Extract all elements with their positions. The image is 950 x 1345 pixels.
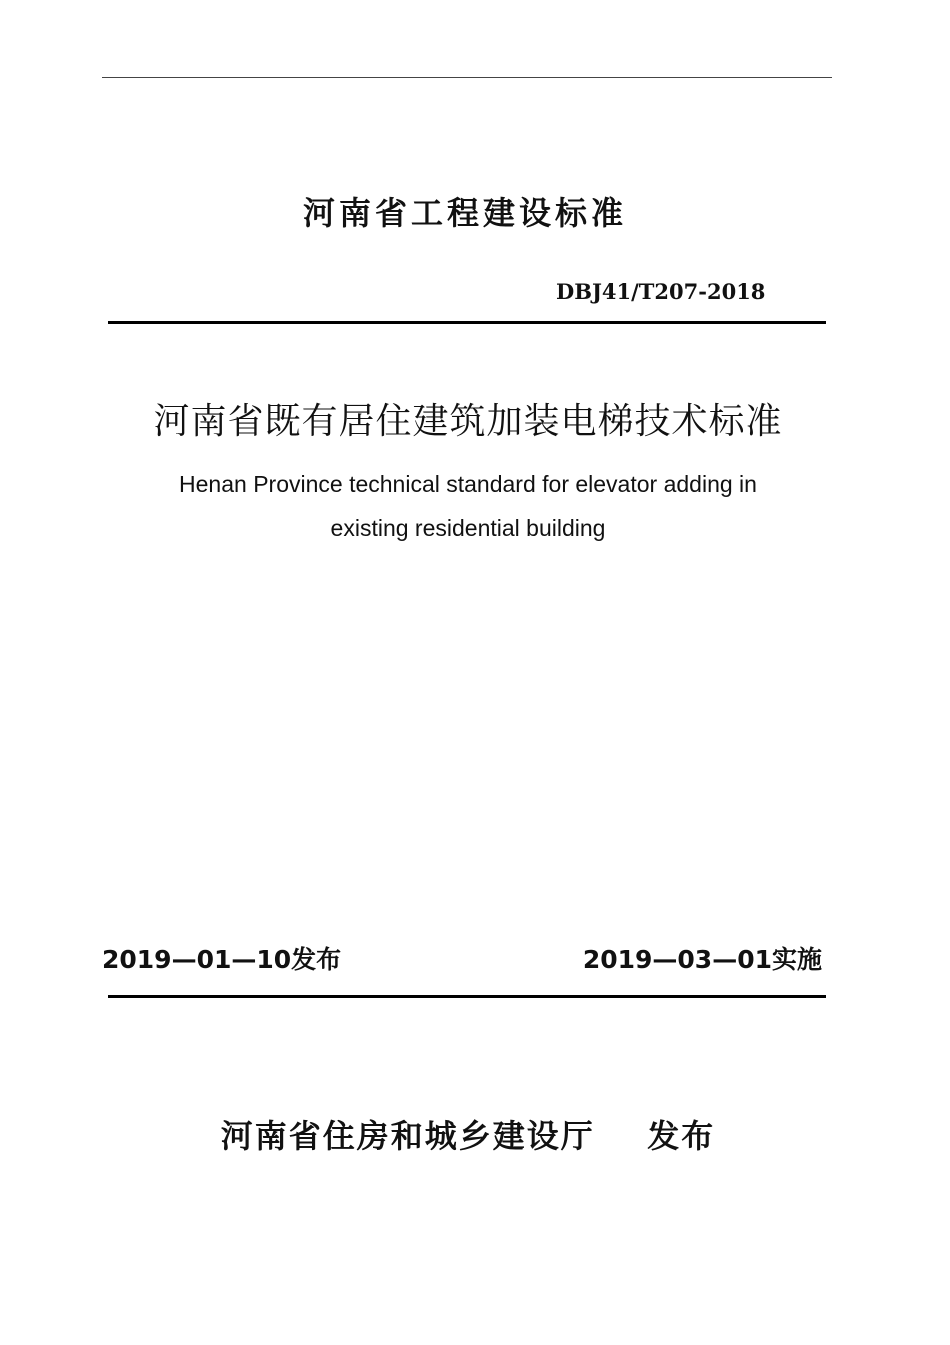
issue-date: 2019—01—10发布 (102, 945, 342, 974)
standard-code: DBJ41/T207-2018 (556, 279, 766, 304)
effective-date: 2019—03—01实施 (582, 945, 822, 974)
document-title-en (0, 462, 936, 550)
header-divider (108, 321, 826, 324)
publisher (0, 1111, 936, 1157)
standard-category: 河南省工程建设标准 (302, 194, 627, 232)
publisher-action: 发布 (647, 1117, 716, 1155)
title-en-line-1: Henan Province technical standard for elevator adding in (179, 471, 757, 497)
date-divider (108, 995, 826, 998)
document-title-cn: 河南省既有居住建筑加装电梯技术标准 (153, 401, 783, 442)
title-en-line-2: existing residential building (330, 515, 606, 541)
top-rule (102, 77, 832, 78)
publisher-org: 河南省住房和城乡建设厅 (220, 1117, 595, 1155)
